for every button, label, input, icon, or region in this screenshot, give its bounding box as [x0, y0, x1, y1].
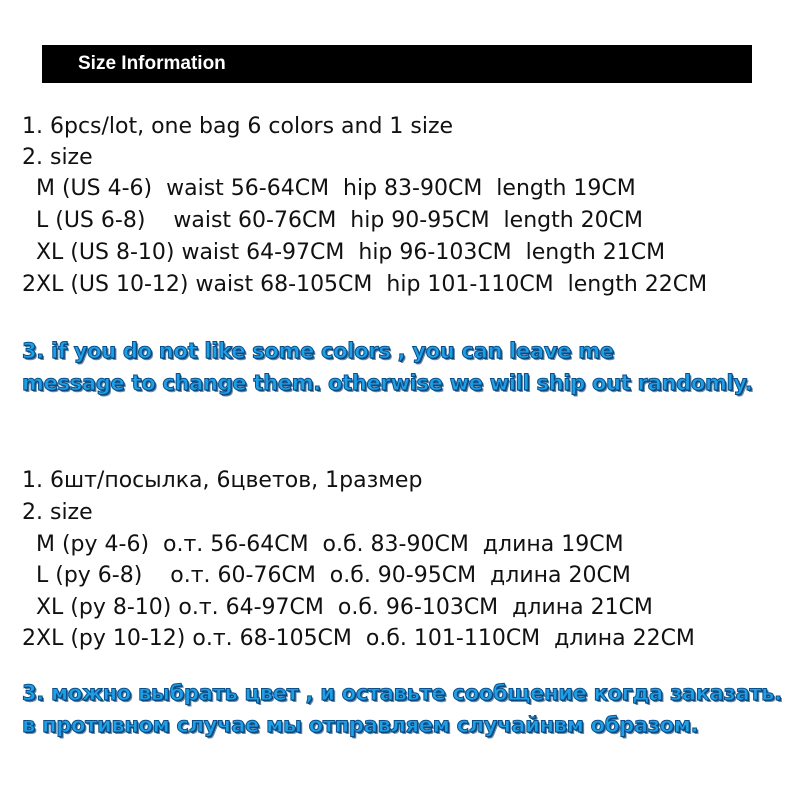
en-line-1: 1. 6pcs/lot, one bag 6 colors and 1 size: [22, 114, 454, 139]
en-size-xl: XL (US 8-10) waist 64-97CM hip 96-103CM length 21CM: [22, 240, 666, 265]
en-size-m: M (US 4-6) waist 56-64CM hip 83-90CM length 19CM: [22, 176, 636, 201]
en-line-2: 2. size: [22, 145, 93, 170]
ru-note-line-2: в противном случае мы отправляем случайнвм образом.: [22, 713, 699, 737]
en-note-line-1: 3. if you do not like some colors , you can leave me: [22, 339, 614, 363]
ru-size-xl: XL (ру 8-10) о.т. 64-97CM о.б. 96-103CM длина 21CM: [22, 595, 653, 620]
header-title: Size Information: [78, 53, 226, 74]
ru-size-l: L (ру 6-8) о.т. 60-76CM о.б. 90-95CM длина 20CM: [22, 563, 631, 588]
ru-line-2: 2. size: [22, 500, 93, 525]
ru-size-m: M (ру 4-6) о.т. 56-64CM о.б. 83-90CM длина 19CM: [22, 532, 624, 557]
en-note-line-2: message to change them. otherwise we will ship out randomly.: [22, 371, 753, 395]
ru-size-2xl: 2XL (ру 10-12) о.т. 68-105CM о.б. 101-110CM длина 22CM: [22, 626, 695, 651]
size-information-header: [42, 45, 752, 83]
en-size-2xl: 2XL (US 10-12) waist 68-105CM hip 101-110CM length 22CM: [22, 272, 708, 297]
ru-note-line-1: 3. можно выбрать цвет , и оставьте сообщение когда заказать.: [22, 681, 782, 705]
ru-line-1: 1. 6шт/посылка, 6цветов, 1размер: [22, 468, 423, 493]
en-size-l: L (US 6-8) waist 60-76CM hip 90-95CM length 20CM: [22, 208, 644, 233]
